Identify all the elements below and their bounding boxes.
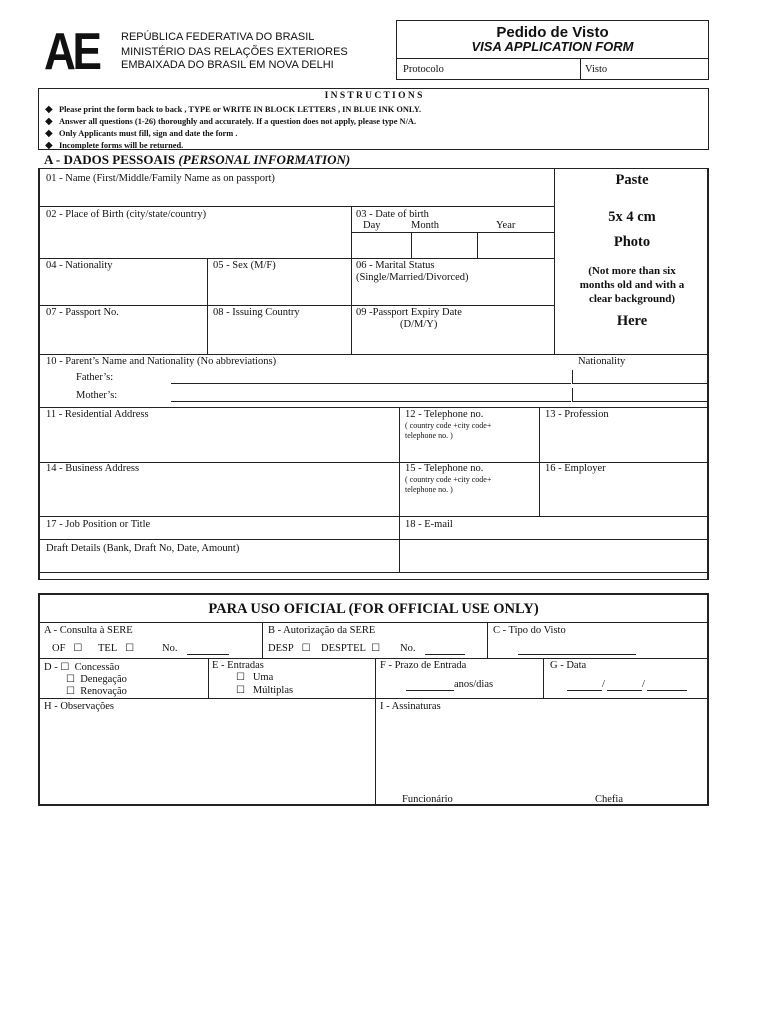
form-title-en: VISA APPLICATION FORM [471, 39, 634, 54]
field-07-passport-no[interactable]: 07 - Passport No. [46, 307, 119, 318]
field-04-nationality[interactable]: 04 - Nationality [46, 260, 113, 271]
field-15-note: ( country code +city code+ telephone no. ) [405, 475, 492, 494]
field-02-place-of-birth[interactable]: 02 - Place of Birth (city/state/country) [46, 209, 207, 220]
official-g-data: G - Data [550, 660, 587, 671]
instruction-item: ◆ Only Applicants must fill, sign and date the form . [45, 128, 238, 139]
renovacao-option[interactable]: ☐ Renovação [66, 686, 127, 697]
consulta-no-line[interactable] [187, 654, 229, 655]
father-label: Father’s: [76, 372, 114, 383]
instruction-item: ◆ Please print the form back to back , TYPE or WRITE IN BLOCK LETTERS , IN BLUE INK ONLY. [45, 104, 422, 115]
tipo-visto-line[interactable] [518, 654, 636, 655]
official-b-autorizacao: B - Autorização da SERE [268, 625, 376, 636]
prazo-line[interactable] [406, 690, 454, 691]
official-h-observacoes[interactable]: H - Observações [44, 701, 114, 712]
photo-area[interactable] [555, 169, 709, 354]
photo-paste: Paste [615, 172, 649, 188]
instruction-item: ◆ Answer all questions (1-26) thoroughly and accurately. If a question does not apply, please type N/A. [45, 116, 417, 127]
field-12-note: ( country code +city code+ telephone no. ) [405, 421, 492, 440]
of-option[interactable]: OF ☐ [52, 643, 83, 654]
desptel-option[interactable]: DESPTEL ☐ [321, 643, 381, 654]
field-17-job-position[interactable]: 17 - Job Position or Title [46, 519, 151, 530]
photo-note: (Not more than six months old and with a clear background) [579, 265, 685, 305]
mother-label: Mother’s: [76, 390, 118, 401]
official-a-consulta: A - Consulta à SERE [44, 625, 133, 636]
signature-funcionario[interactable]: Funcionário [402, 794, 453, 805]
desp-option[interactable]: DESP ☐ [268, 643, 311, 654]
field-10-parents: 10 - Parent’s Name and Nationality (No abbreviations) [46, 356, 277, 367]
father-name-line[interactable] [171, 383, 571, 384]
gov-line-2: MINISTÉRIO DAS RELAÇÕES EXTERIORES [121, 46, 348, 58]
official-f-prazo: F - Prazo de Entrada [380, 660, 467, 671]
official-use-title: PARA USO OFICIAL (FOR OFFICIAL USE ONLY) [208, 601, 539, 617]
field-18-email[interactable]: 18 - E-mail [405, 519, 453, 530]
instructions-box [38, 88, 709, 150]
form-title-box [396, 20, 709, 80]
father-nationality-line[interactable] [573, 383, 709, 384]
autorizacao-no-line[interactable] [425, 654, 465, 655]
dob-month-label: Month [411, 220, 440, 231]
field-06-marital-status[interactable]: 06 - Marital Status (Single/Married/Divorced) [356, 260, 469, 283]
embassy-logo: AE [44, 23, 99, 81]
official-e-entradas: E - Entradas [212, 660, 264, 671]
prazo-anos-dias: anos/dias [454, 679, 494, 690]
instruction-item: ◆ Incomplete forms will be returned. [45, 140, 184, 151]
field-15-telephone[interactable]: 15 - Telephone no. [405, 463, 484, 474]
official-d: D - ☐ Concessão [44, 662, 120, 673]
gov-line-3: EMBAIXADA DO BRASIL EM NOVA DELHI [121, 59, 334, 71]
personal-info-table [38, 168, 709, 580]
field-13-profession[interactable]: 13 - Profession [545, 409, 609, 420]
field-01-name[interactable]: 01 - Name (First/Middle/Family Name as on passport) [46, 173, 275, 184]
photo-here: Here [616, 313, 648, 329]
field-03-date-of-birth[interactable]: 03 - Date of birth [356, 209, 429, 220]
photo-size: 5x 4 cm [608, 209, 656, 225]
official-use-box [38, 593, 709, 806]
gov-line-1: REPÚBLICA FEDERATIVA DO BRASIL [121, 31, 315, 43]
field-05-sex[interactable]: 05 - Sex (M/F) [213, 260, 276, 271]
uma-option[interactable]: ☐ Uma [236, 672, 274, 683]
multiplas-option[interactable]: ☐ Múltiplas [236, 685, 294, 696]
field-12-telephone[interactable]: 12 - Telephone no. [405, 409, 484, 420]
field-09-passport-expiry[interactable]: 09 -Passport Expiry Date (D/M/Y) [356, 307, 462, 330]
field-draft-details[interactable]: Draft Details (Bank, Draft No, Date, Amount) [46, 543, 240, 554]
field-14-business-address[interactable]: 14 - Business Address [46, 463, 140, 474]
section-a-title: A - DADOS PESSOAIS (PERSONAL INFORMATION) [44, 152, 351, 167]
data-month-line[interactable] [607, 690, 642, 691]
visto-field[interactable]: Visto [585, 64, 608, 75]
mother-nationality-line[interactable] [573, 401, 709, 402]
protocolo-field[interactable]: Protocolo [403, 64, 444, 75]
form-title-pt: Pedido de Visto [496, 24, 609, 41]
data-day-line[interactable] [567, 690, 602, 691]
dob-year-label: Year [496, 220, 516, 231]
consulta-no[interactable]: No. [162, 643, 178, 654]
dob-day-label: Day [363, 220, 381, 231]
official-c-tipo-visto: C - Tipo do Visto [493, 625, 566, 636]
tel-option[interactable]: TEL ☐ [98, 643, 135, 654]
signature-chefia[interactable]: Chefia [595, 794, 623, 805]
instructions-title: I N S T R U C T I O N S [324, 91, 423, 101]
date-slash: / [602, 679, 605, 690]
field-16-employer[interactable]: 16 - Employer [545, 463, 606, 474]
parents-nationality-label: Nationality [578, 356, 626, 367]
autorizacao-no[interactable]: No. [400, 643, 416, 654]
data-year-line[interactable] [647, 690, 687, 691]
mother-name-line[interactable] [171, 401, 571, 402]
field-08-issuing-country[interactable]: 08 - Issuing Country [213, 307, 300, 318]
photo-label: Photo [613, 234, 651, 250]
official-i-assinaturas: I - Assinaturas [380, 701, 441, 712]
field-11-residential-address[interactable]: 11 - Residential Address [46, 409, 149, 420]
denegacao-option[interactable]: ☐ Denegação [66, 674, 127, 685]
date-slash: / [642, 679, 645, 690]
